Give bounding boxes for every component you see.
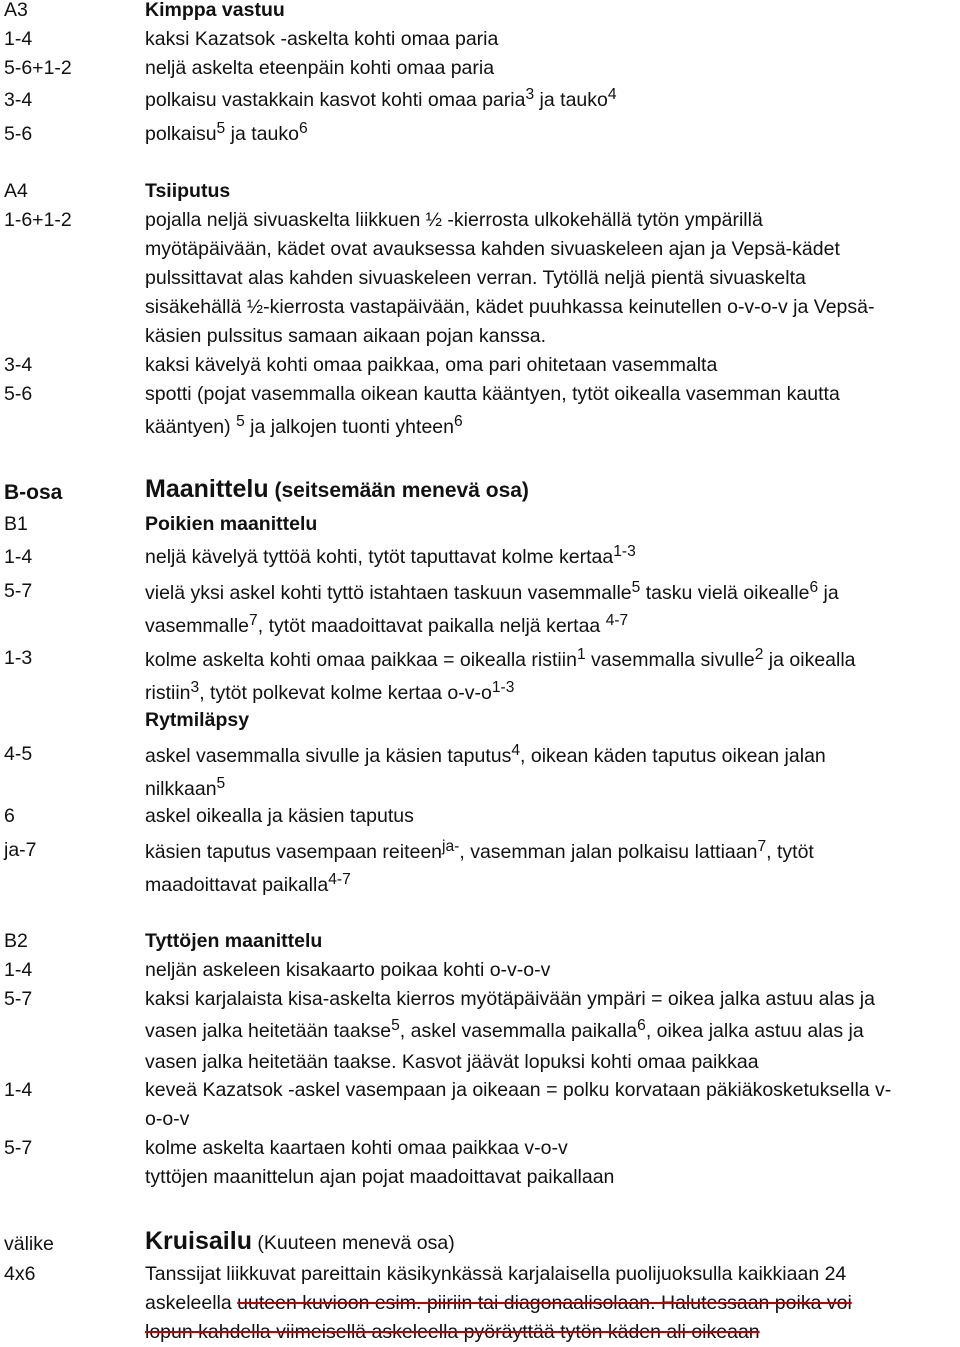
count-label: 1-4 [4,546,33,568]
count-label: 5-6 [4,123,33,145]
section-code: A4 [4,180,28,202]
count-label: 5-6+1-2 [4,57,72,79]
step-text: polkaisu$^5$ ja tauko$^6$ [145,119,308,145]
step-text: kaksi kävelyä kohti omaa paikkaa, oma pari ohitetaan vasemmalta [145,354,718,376]
count-label: 4-5 [4,743,33,765]
part-title: Kruisailu (Kuuteen menevä osa) [145,1227,455,1255]
step-text: kolme askelta kohti omaa paikkaa = oikealla ristiin$^1$ vasemmalla sivulle$^2$ ja oikealla ristiin$^3$, tytöt polkevat kolme kertaa $o-v-o^{1-3}$ [145,645,856,704]
rhythm-subheading: Rytmiläpsy [145,709,250,731]
section-code: A3 [4,0,28,21]
count-label: 5-7 [4,1137,33,1159]
count-label: 3-4 [4,89,33,111]
step-text: polkaisu vastakkain kasvot kohti omaa paria$^3$ ja tauko$^4$ [145,85,617,111]
count-label: 4x6 [4,1263,36,1285]
step-text: askel vasemmalla sivulle ja käsien taputus$^4$, oikean käden taputus oikean jalan nilkkaan$^5$ [145,741,826,800]
section-title: Poikien maanittelu [145,513,318,535]
step-text: kaksi karjalaista kisa-askelta kierros myötäpäivään ympäri = oikea jalka astuu alas ja vasen jalka heitetään taakse$^5$, askel vasemmalla paikalla$^6$, oikea jalka astuu alas ja vasen jalka heitetään taakse. Kasvot jäävät lopuksi kohti omaa paikkaa [145,988,875,1073]
count-label: 5-7 [4,988,33,1010]
step-text: Tanssijat liikkuvat pareittain käsikynkässä karjalaisella puolijuoksulla kaikkiaan 24 askeleella uuteen kuvioon esim. piiriin tai diagonaalisolaan. Halutessaan poika voi lopun kahdella viimeisellä askeleella pyöräyttää tytön käden ali oikeaan [145,1260,955,1347]
count-label: 5-7 [4,580,33,602]
section-title: Tsiiputus [145,180,231,202]
struck-text: uuteen kuvioon esim. piiriin tai diagonaalisolaan. Halutessaan poika voi [237,1292,852,1314]
part-code: välike [4,1233,54,1255]
part-title: Maanittelu (seitsemään menevä osa) [145,475,529,503]
count-label: ja-7 [4,839,37,861]
count-label: 5-6 [4,383,33,405]
step-text: pojalla neljä sivuaskelta liikkuen ½ -kierrosta ulkokehällä tytön ympärillä myötäpäivään, kädet ovat avauksessa kahden sivuaskeleen ajan ja Vepsä-kädet pulssittavat alas kahden sivuaskeleen verran. Tytöllä neljä pientä sivuaskelta sisäkehällä ½-kierrosta vastapäivään, kädet puuhkassa keinutellen o-v-o-v ja Vepsä- käsien pulssitus samaan aikaan pojan kanssa. [145,209,875,347]
section-code: B1 [4,513,28,535]
step-text: neljä askelta eteenpäin kohti omaa paria [145,57,495,79]
step-text: neljän askeleen kisakaarto poikaa kohti o-v-o-v [145,959,551,981]
step-text: kaksi Kazatsok -askelta kohti omaa paria [145,28,499,50]
struck-text: lopun kahdella viimeisellä askeleella pyöräyttää tytön käden ali oikeaan [145,1321,760,1343]
count-label: 6 [4,805,15,827]
step-text: kolme askelta kaartaen kohti omaa paikkaa v-o-v tyttöjen maanittelun ajan pojat maadoittavat paikallaan [145,1137,615,1188]
count-label: 1-6+1-2 [4,209,72,231]
step-text: spotti (pojat vasemmalla oikean kautta kääntyen, tytöt oikealla vasemman kautta kääntyen) $^5$ ja jalkojen tuonti yhteen$^6$ [145,383,840,438]
count-label: 1-4 [4,28,33,50]
section-code: B2 [4,930,28,952]
step-text: vielä yksi askel kohti tyttö istahtaen taskuun vasemmalle$^5$ tasku vielä oikealle$^6$ ja vasemmalle$^7$, tytöt maadoittavat paikalla neljä kertaa $^{4-7}$ [145,578,839,637]
count-label: 1-4 [4,959,33,981]
part-code: B-osa [4,481,63,504]
count-label: 1-4 [4,1079,33,1101]
step-text: keveä Kazatsok -askel vasempaan ja oikeaan = polku korvataan päkiäkosketuksella v- o-o-v [145,1079,892,1130]
step-text: käsien taputus vasempaan reiteen$^{ja-}$, vasemman jalan polkaisu lattiaan$^7$, tytöt maadoittavat paikalla$^{4-7}$ [145,837,814,896]
step-text: neljä kävelyä tyttöä kohti, tytöt taputtavat kolme kertaa$^{1-3}$ [145,542,636,568]
section-title: Tyttöjen maanittelu [145,930,323,952]
count-label: 1-3 [4,647,33,669]
count-label: 3-4 [4,354,33,376]
section-title: Kimppa vastuu [145,0,285,21]
step-text: askel oikealla ja käsien taputus [145,805,414,827]
